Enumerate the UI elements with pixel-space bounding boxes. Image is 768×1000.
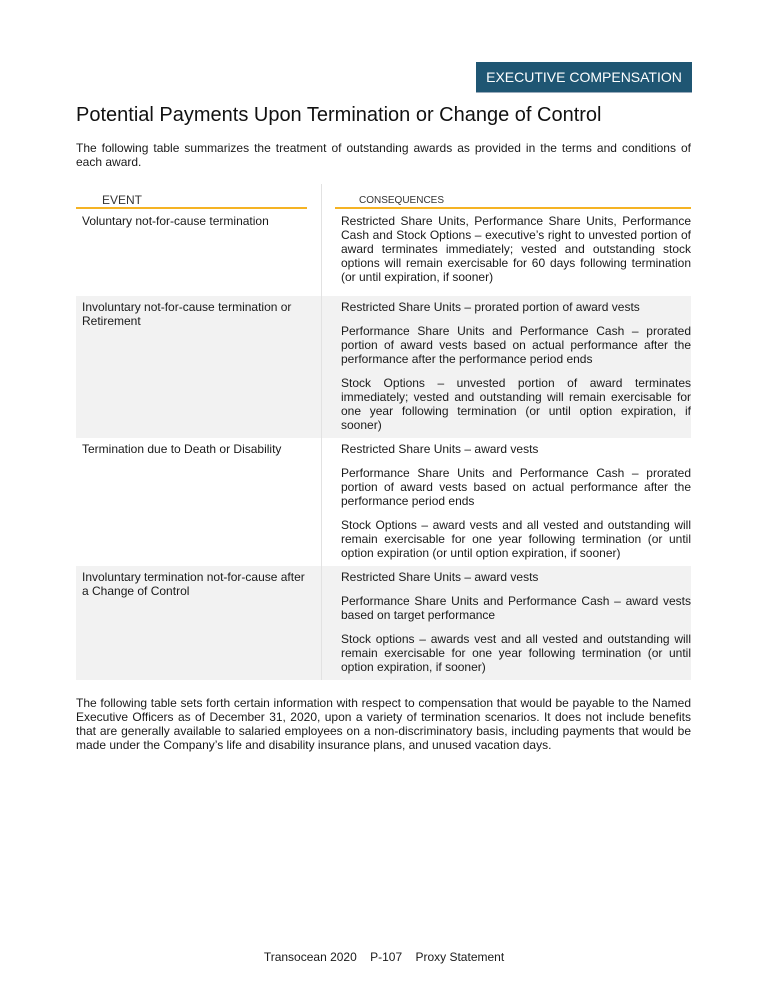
- table-row: [76, 296, 691, 438]
- consequence-text: Stock Options – award vests and all vested and outstanding will remain exercisable for one year following termination (or until option expiration (or until option expiration, if sooner): [341, 518, 691, 560]
- intro-paragraph: The following table summarizes the treatment of outstanding awards as provided in the terms and conditions of each award.: [76, 141, 691, 169]
- consequence-text: Restricted Share Units – award vests: [341, 570, 539, 584]
- header-rule: [76, 207, 307, 209]
- consequence-text: Stock options – awards vest and all vested and outstanding will remain exercisable for one year following termination (or until option expiration, if sooner): [341, 632, 691, 674]
- event-column-header: EVENT: [102, 193, 143, 207]
- consequence-text: Restricted Share Units – prorated portion of award vests: [341, 300, 640, 314]
- event-cell: Voluntary not-for-cause termination: [82, 214, 269, 228]
- table-row: [76, 210, 691, 296]
- consequence-text: Performance Share Units and Performance Cash – award vests based on target performance: [341, 594, 691, 622]
- consequence-text: Restricted Share Units, Performance Share Units, Performance Cash and Stock Options – executive’s right to unvested portion of award terminates immediately; vested and outstanding stock options will remain exercisable for 60 days following termination (or until expiration, if sooner): [341, 214, 691, 284]
- column-divider: [321, 184, 322, 680]
- consequences-cell: [341, 300, 691, 442]
- event-cell: Involuntary not-for-cause termination or Retirement: [82, 300, 292, 328]
- page-footer: Transocean 2020 P-107 Proxy Statement: [263, 950, 505, 964]
- consequence-text: Performance Share Units and Performance Cash – prorated portion of award vests based on actual performance after the performance after the performance period ends: [341, 324, 691, 366]
- event-cell: Involuntary termination not-for-cause after a Change of Control: [82, 570, 305, 598]
- section-banner: EXECUTIVE COMPENSATION: [476, 62, 692, 92]
- consequences-cell: [341, 214, 691, 294]
- consequence-text: Stock Options – unvested portion of award terminates immediately; vested and outstanding will remain exercisable for one year following termination (or until option expiration, if sooner): [341, 376, 691, 432]
- consequence-text: Restricted Share Units – award vests: [341, 442, 539, 456]
- header-rule: [335, 207, 691, 209]
- consequences-cell: [341, 570, 691, 684]
- event-cell: Termination due to Death or Disability: [82, 442, 282, 456]
- table-row: [76, 566, 691, 680]
- table-row: [76, 438, 691, 566]
- consequences-column-header: CONSEQUENCES: [359, 195, 445, 206]
- outro-paragraph: The following table sets forth certain information with respect to compensation that would be payable to the Named Executive Officers as of December 31, 2020, upon a variety of termination scenarios. It does not include benefits that are generally available to salaried employees on a non-discriminatory basis, including payments that would be made under the Company’s life and disability insurance plans, and unused vacation days.: [76, 696, 691, 752]
- consequences-cell: [341, 442, 691, 570]
- consequence-text: Performance Share Units and Performance Cash – prorated portion of award vests based on actual performance after the performance period ends: [341, 466, 691, 508]
- page-title: Potential Payments Upon Termination or Change of Control: [76, 104, 602, 126]
